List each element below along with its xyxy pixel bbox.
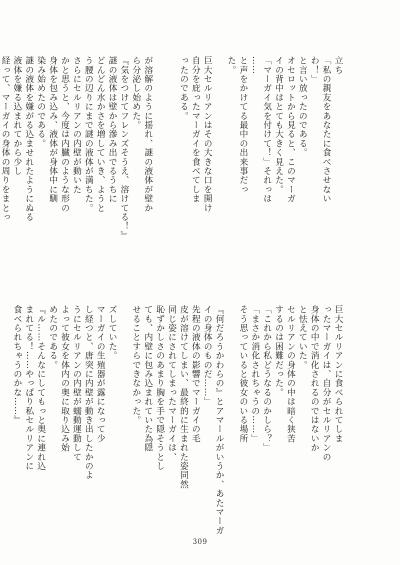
text-line: 立ち <box>333 56 343 75</box>
text-line: 「これから私どうなるのかしら？」 <box>261 305 272 453</box>
text-line: と声をかけてる最中の出来事だっ <box>237 56 248 194</box>
text-line: そう思っていると彼女のいる場所 <box>237 305 248 443</box>
text-line: 身体の中で消化されるのではないか <box>309 305 320 453</box>
page-number: 309 <box>192 538 208 546</box>
text-line: 謎の液体は壁から滲み出でるうちに <box>107 56 118 204</box>
text-line: どんどん水かさを増していき、ようと <box>95 56 106 213</box>
text-line: イの身体のものだ……」 <box>202 305 213 407</box>
lower-text-block <box>11 305 343 545</box>
text-line: かと思うと、今度は内臓のような形の <box>59 56 70 213</box>
text-line: ても、内壁に包み込まれていた為隠 <box>142 305 153 453</box>
text-line: せることすらできなかった。 <box>130 305 141 425</box>
text-line: ら分泌し始めた。 <box>130 56 141 130</box>
text-line: 皮が溶けてしまい、最終的に生まれた姿同然 <box>178 305 189 489</box>
text-line: 恥ずかしさのあまり胸を手で隠そうとし <box>154 305 165 471</box>
text-line: 『ル……そんなにしてもっと奥に連れ込 <box>35 305 46 471</box>
text-line: まれてる！……やっぱり私セルリアンに <box>23 305 34 471</box>
text-line: セルリアンの身体の中は暗く狭苦 <box>285 305 296 443</box>
text-line: 巨大セルリアンに食べられてしま <box>333 305 343 443</box>
upper-text-block <box>0 56 343 296</box>
text-line: 『気をつけてフレンズそうえ、溶けてる！』 <box>118 56 129 240</box>
text-line: た。 <box>225 56 236 75</box>
text-line: マーガイの生殖器が露になって少 <box>95 305 106 443</box>
text-line: と言い放ったのである。 <box>297 56 308 158</box>
text-line: 身体を包み込み、液体が身体中に馴 <box>47 56 58 204</box>
text-line: うにセルリアンの内壁が蠕動運動して <box>71 305 82 462</box>
text-line: し経つと、唐突に内壁が動き出したかのよ <box>83 305 94 480</box>
text-line: ったのである。 <box>178 56 189 121</box>
text-line: さらにセルリアンの内壁が動いた <box>71 56 82 194</box>
text-line: 染み始めたのである。 <box>35 56 46 148</box>
text-line: ったマーガイは、自分がセルリアンの <box>321 305 332 462</box>
text-line: ズしていた。 <box>107 305 118 361</box>
text-line: 「まさか消化されちゃうの……」 <box>249 305 260 443</box>
text-line: と怯えていた。 <box>297 305 308 370</box>
text-line: 経って、マーガイの身体の周りをまとっ <box>0 56 11 222</box>
text-line: う腰の辺りにまで謎の液体が満ちた。 <box>83 56 94 213</box>
text-line: 『何だろうかわらの』とアマールがいうか、あたマーガ <box>214 305 225 535</box>
text-line: 巨大セルリアンはその大きな口を開け <box>202 56 213 213</box>
text-line: が溶解のように揺れ、謎の液体が壁か <box>142 56 153 213</box>
text-line: …… <box>249 56 260 75</box>
text-line: よって彼女を体内の奥に取り込み始 <box>59 305 70 453</box>
text-line: オセロットから見ると、このマーガ <box>285 56 296 204</box>
text-line: 先程の液体の影響でマーガイの毛 <box>190 305 201 443</box>
text-line: めたのである。 <box>47 305 58 370</box>
text-line: 同じ姿にされてしまったマーガイは、 <box>166 305 177 462</box>
text-line: 液体を嫌る込まれてから少し <box>11 56 22 176</box>
text-line: 謎の液体を嫌がる込ませれたようにぬる <box>23 56 34 222</box>
text-line: 自分を庇ったマーガイを食べてしま <box>190 56 201 204</box>
text-line: 「マーガイ気を付けて！」それっは <box>261 56 272 204</box>
text-line: 「私の親友をあなたに食べさせない <box>321 56 332 204</box>
text-line: するのは困難だった。 <box>273 305 284 397</box>
text-line: イの背中はとても大きく見えた。 <box>273 56 284 194</box>
text-line: わ！」 <box>309 56 320 84</box>
text-line: 食べられちゃうのかな……』 <box>11 305 22 425</box>
